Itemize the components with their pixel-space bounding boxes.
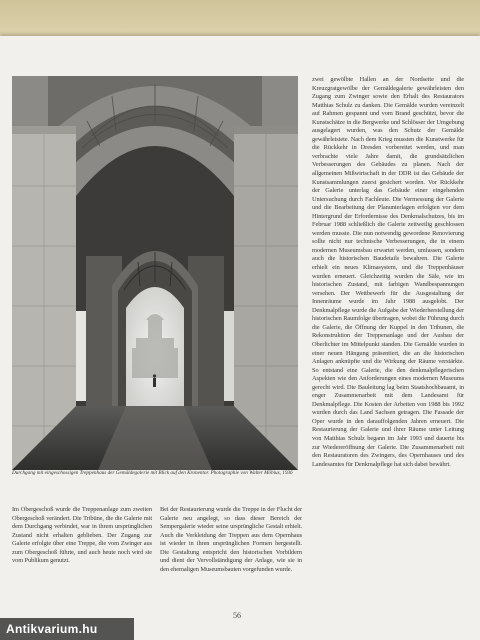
watermark-logo: Antikvarium.hu xyxy=(0,618,134,640)
bottom-middle-paragraph: Bei der Restaurierung wurde die Treppe in der Flucht der Galerie neu angelegt, so dass dieser Bereich der Sempergalerie wieder seine ursprüngliche Gestalt erhielt. Auch die Verkleidung der Treppen aus dem Opernhaus ist wieder in ihren ursprünglichen Formen hergestellt. Die Gestaltung entspricht den historischen Vorbildern und dient der Vervollständigung der Anlage, wie sie in den ehemaligen Museumsbauten vorgefunden wurde. xyxy=(160,506,302,573)
photo-caption: Durchgang mit eingeschossigen Treppenhaus der Gemäldegalerie mit Blick auf den Kronentor. Photographie von Walter Möbius, 1936 xyxy=(12,470,293,476)
archway-illustration xyxy=(12,76,298,470)
archway-photo[interactable] xyxy=(12,76,298,470)
page-number: 56 xyxy=(233,611,241,620)
right-column-paragraph: zwei gewölbte Hallen an der Nordseite und die Kreuzgratgewölbe der Gemäldegalerie gewährleisten den Zugang zum Zwinger sowie den Erhalt des Restaurators Matthias Schulz zu danken. Die Gemälde wurden vereinzelt auf Rahmen gespannt und vom Brand geschützt, bevor die Kunstschätze in die Bergwerke und Schlösser der Umgebung ausgelagert wurden, was den Schutz der Gemälde gewährleistete. Nach dem Krieg mussten die Kunstwerke für die Rückkehr in Dresden vorbereitet werden, und man verbrachte viele Jahre damit, die grundsätzlichen Verbesserungen des Gebäudes zu planen. Nach der allgemeinen Mißwirtschaft in der DDR ist das Gebäude der Kunstsammlungen zuerst gesichert worden. Vor Rückkehr der Galerie unterlag das Gebäude einer eingehenden Untersuchung durch Fachleute. Die Vermessung der Galerie und die Bearbeitung der Planunterlagen erfolgten vor dem Hintergrund der Erfordernisse des Denkmalschutzes, bis im Februar 1988 schließlich die Galerie zeitweilig geschlossen werden musste. Die nun notwendig gewordene Renovierung sollte nicht nur technische Verbesserungen, die in einem modernen Museumsbau erwartet werden, umfassen, sondern auch die historischen Baudetails bewahren. Die Galerie erhielt ein neues Klimasystem, und die Treppenhäuser wurden erneuert. Gleichzeitig wurden die Säle, wie im historischen Zustand, mit farbigen Wandbespannungen versehen. Der Wettbewerb für die Ausgestaltung der Innenräume wurde im Jahr 1988 ausgelobt. Der Denkmalpflege wurde die Aufgabe der Wiederherstellung der historischen Raumfolge übertragen, wobei die Führung durch die Galerie, die Öffnung der Kuppel in den Tribunen, die Rekonstruktion der Treppenanlage und der Ausbau der Oberlichter im Mittelpunkt standen. Die Gemälde wurden in einer neuen Hängung präsentiert, die an die historischen Anlagen anknüpfte und die Wirkung der Räume verstärkte. So entstand eine Galerie, die den denkmalpflegerischen Aspekten wie den Anforderungen eines modernen Museums gerecht wird. Die Bauleitung lag beim Staatshochbauamt, in enger Zusammenarbeit mit dem Landesamt für Denkmalpflege. Die Kosten der Arbeiten von 1988 bis 1992 wurden durch das Land Sachsen getragen. Die Fassade der Oper wurde in den darauffolgenden Jahren erneuert. Die Restaurierung der Galerie und ihrer Räume unter Leitung von Matthias Schulz begann im Jahr 1993 und dauerte bis zur Wiedereröffnung der Galerie. Die Zusammenarbeit mit den Restauratoren des Zwingers, des Opernhauses und des Landesamtes für Denkmalpflege hat sich dabei bewährt. xyxy=(312,76,464,468)
right-text-column xyxy=(312,76,464,616)
bottom-left-text-column xyxy=(12,506,152,586)
table-surface xyxy=(0,0,480,40)
bottom-middle-text-column xyxy=(160,506,302,616)
bottom-left-paragraph: Im Obergeschoß wurde die Treppenanlage zum zweiten Obergeschoß verändert. Die Tribüne, die die Galerie mit dem Durchgang verbindet, war in ihrem ursprünglichen Zustand nicht erhalten geblieben. Der Zugang zur Galerie erfolgte über eine Treppe, die vom Zwinger aus zum Obergeschoß führte, und auch heute noch wird sie vom Publikum genutzt. xyxy=(12,506,152,565)
